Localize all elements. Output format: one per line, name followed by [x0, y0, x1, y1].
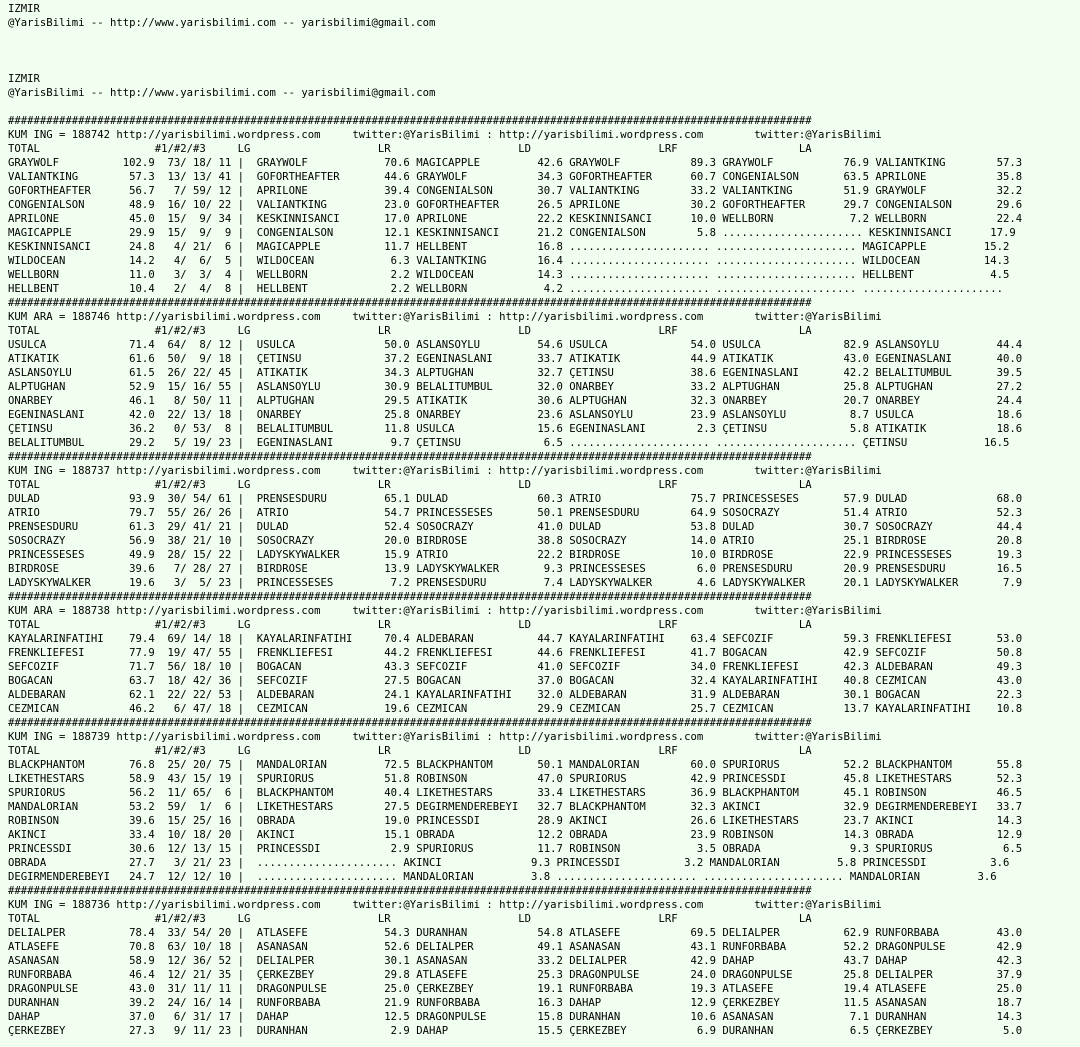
text-line: ÇETINSU 36.2 0/ 53/ 8 | BELALITUMBUL 11.8 USULCA 15.6 EGENINASLANI 2.3 ÇETINSU 5.8 ATIKATIK 18.6	[8, 423, 1023, 435]
text-line: DAHAP 37.0 6/ 31/ 17 | DAHAP 12.5 DRAGONPULSE 15.8 DURANHAN 10.6 ASANASAN 7.1 DURANHAN 14.3	[8, 1011, 1023, 1023]
text-line: BELALITUMBUL 29.2 5/ 19/ 23 | EGENINASLANI 9.7 ÇETINSU 6.5 ...................... ...................... ÇETINSU 16.5	[8, 437, 1010, 449]
text-line: ROBINSON 39.6 15/ 25/ 16 | OBRADA 19.0 PRINCESSDI 28.9 AKINCI 26.6 LIKETHESTARS 23.7 AKINCI 14.3	[8, 815, 1023, 827]
text-line: PRINCESSDI 30.6 12/ 13/ 15 | PRINCESSDI 2.9 SPURIORUS 11.7 ROBINSON 3.5 OBRADA 9.3 SPURIORUS 6.5	[8, 843, 1023, 855]
text-line: HELLBENT 10.4 2/ 4/ 8 | HELLBENT 2.2 WELLBORN 4.2 ...................... ...................... ......................	[8, 283, 1003, 295]
text-line: AKINCI 33.4 10/ 18/ 20 | AKINCI 15.1 OBRADA 12.2 OBRADA 23.9 ROBINSON 14.3 OBRADA 12.9	[8, 829, 1023, 841]
text-line: KUM ING = 188739 http://yarisbilimi.wordpress.com twitter:@YarisBilimi : http://yarisbilimi.wordpress.com twitter:@YarisBilimi	[8, 731, 882, 743]
text-line: IZMIR	[8, 3, 40, 15]
text-line: ATRIO 79.7 55/ 26/ 26 | ATRIO 54.7 PRINCESSESES 50.1 PRENSESDURU 64.9 SOSOCRAZY 51.4 ATRIO 52.3	[8, 507, 1023, 519]
text-line: BOGACAN 63.7 18/ 42/ 36 | SEFCOZIF 27.5 BOGACAN 37.0 BOGACAN 32.4 KAYALARINFATIHI 40.8 CEZMICAN 43.0	[8, 675, 1023, 687]
text-line: TOTAL #1/#2/#3 LG LR LD LRF LA	[8, 745, 812, 757]
separator-line: ##############################################################################################################################	[8, 885, 812, 897]
text-line: TOTAL #1/#2/#3 LG LR LD LRF LA	[8, 619, 812, 631]
text-line: DELIALPER 78.4 33/ 54/ 20 | ATLASEFE 54.3 DURANHAN 54.8 ATLASEFE 69.5 DELIALPER 62.9 RUNFORBABA 43.0	[8, 927, 1023, 939]
text-line	[8, 58, 1080, 72]
text-line: ÇERKEZBEY 27.3 9/ 11/ 23 | DURANHAN 2.9 DAHAP 15.5 ÇERKEZBEY 6.9 DURANHAN 6.5 ÇERKEZBEY 5.0	[8, 1025, 1023, 1037]
text-line: DEGIRMENDEREBEYI 24.7 12/ 12/ 10 | ...................... MANDALORIAN 3.8 ...................... ...................... MANDALORIAN 3.6	[8, 871, 997, 883]
text-line: ASLANSOYLU 61.5 26/ 22/ 45 | ATIKATIK 34.3 ALPTUGHAN 32.7 ÇETINSU 38.6 EGENINASLANI 42.2 BELALITUMBUL 39.5	[8, 367, 1023, 379]
text-line: ONARBEY 46.1 8/ 50/ 11 | ALPTUGHAN 29.5 ATIKATIK 30.6 ALPTUGHAN 32.3 ONARBEY 20.7 ONARBEY 24.4	[8, 395, 1023, 407]
text-line: IZMIR	[8, 73, 40, 85]
text-line: DRAGONPULSE 43.0 31/ 11/ 11 | DRAGONPULSE 25.0 ÇERKEZBEY 19.1 RUNFORBABA 19.3 ATLASEFE 19.4 ATLASEFE 25.0	[8, 983, 1023, 995]
separator-line: ##############################################################################################################################	[8, 591, 812, 603]
separator-line: ##############################################################################################################################	[8, 717, 812, 729]
text-line: EGENINASLANI 42.0 22/ 13/ 18 | ONARBEY 25.8 ONARBEY 23.6 ASLANSOYLU 23.9 ASLANSOYLU 8.7 USULCA 18.6	[8, 409, 1023, 421]
text-line: ATLASEFE 70.8 63/ 10/ 18 | ASANASAN 52.6 DELIALPER 49.1 ASANASAN 43.1 RUNFORBABA 52.2 DRAGONPULSE 42.9	[8, 941, 1023, 953]
text-line: LADYSKYWALKER 19.6 3/ 5/ 23 | PRINCESSESES 7.2 PRENSESDURU 7.4 LADYSKYWALKER 4.6 LADYSKYWALKER 20.1 LADYSKYWALKER 7.9	[8, 577, 1023, 589]
text-line: ATIKATIK 61.6 50/ 9/ 18 | ÇETINSU 37.2 EGENINASLANI 33.7 ATIKATIK 44.9 ATIKATIK 43.0 EGENINASLANI 40.0	[8, 353, 1023, 365]
text-line: USULCA 71.4 64/ 8/ 12 | USULCA 50.0 ASLANSOYLU 54.6 USULCA 54.0 USULCA 82.9 ASLANSOYLU 44.4	[8, 339, 1023, 351]
text-line: KAYALARINFATIHI 79.4 69/ 14/ 18 | KAYALARINFATIHI 70.4 ALDEBARAN 44.7 KAYALARINFATIHI 63.4 SEFCOZIF 59.3 FRENKLIEFESI 53.0	[8, 633, 1023, 645]
text-line: KESKINNISANCI 24.8 4/ 21/ 6 | MAGICAPPLE 11.7 HELLBENT 16.8 ...................... ...................... MAGICAPPLE 15.2	[8, 241, 1010, 253]
text-line: DURANHAN 39.2 24/ 16/ 14 | RUNFORBABA 21.9 RUNFORBABA 16.3 DAHAP 12.9 ÇERKEZBEY 11.5 ASANASAN 18.7	[8, 997, 1023, 1009]
text-line: FRENKLIEFESI 77.9 19/ 47/ 55 | FRENKLIEFESI 44.2 FRENKLIEFESI 44.6 FRENKLIEFESI 41.7 BOGACAN 42.9 SEFCOZIF 50.8	[8, 647, 1023, 659]
text-line: CEZMICAN 46.2 6/ 47/ 18 | CEZMICAN 19.6 CEZMICAN 29.9 CEZMICAN 25.7 CEZMICAN 13.7 KAYALARINFATIHI 10.8	[8, 703, 1023, 715]
text-line: GRAYWOLF 102.9 73/ 18/ 11 | GRAYWOLF 70.6 MAGICAPPLE 42.6 GRAYWOLF 89.3 GRAYWOLF 76.9 VALIANTKING 57.3	[8, 157, 1023, 169]
text-line: KUM ING = 188737 http://yarisbilimi.wordpress.com twitter:@YarisBilimi : http://yarisbilimi.wordpress.com twitter:@YarisBilimi	[8, 465, 882, 477]
text-line: TOTAL #1/#2/#3 LG LR LD LRF LA	[8, 913, 812, 925]
text-line	[8, 100, 1080, 114]
text-line: SOSOCRAZY 56.9 38/ 21/ 10 | SOSOCRAZY 20.0 BIRDROSE 38.8 SOSOCRAZY 14.0 ATRIO 25.1 BIRDROSE 20.8	[8, 535, 1023, 547]
text-line: RUNFORBABA 46.4 12/ 21/ 35 | ÇERKEZBEY 29.8 ATLASEFE 25.3 DRAGONPULSE 24.0 DRAGONPULSE 25.8 DELIALPER 37.9	[8, 969, 1023, 981]
text-line: APRILONE 45.0 15/ 9/ 34 | KESKINNISANCI 17.0 APRILONE 22.2 KESKINNISANCI 10.0 WELLBORN 7.2 WELLBORN 22.4	[8, 213, 1023, 225]
text-line	[8, 44, 1080, 58]
text-line: BIRDROSE 39.6 7/ 28/ 27 | BIRDROSE 13.9 LADYSKYWALKER 9.3 PRINCESSESES 6.0 PRENSESDURU 20.9 PRENSESDURU 16.5	[8, 563, 1023, 575]
text-line: DULAD 93.9 30/ 54/ 61 | PRENSESDURU 65.1 DULAD 60.3 ATRIO 75.7 PRINCESSESES 57.9 DULAD 68.0	[8, 493, 1023, 505]
text-line: GOFORTHEAFTER 56.7 7/ 59/ 12 | APRILONE 39.4 CONGENIALSON 30.7 VALIANTKING 33.2 VALIANTKING 51.9 GRAYWOLF 32.2	[8, 185, 1023, 197]
text-line: TOTAL #1/#2/#3 LG LR LD LRF LA	[8, 479, 812, 491]
text-line: SEFCOZIF 71.7 56/ 18/ 10 | BOGACAN 43.3 SEFCOZIF 41.0 SEFCOZIF 34.0 FRENKLIEFESI 42.3 ALDEBARAN 49.3	[8, 661, 1023, 673]
text-line: TOTAL #1/#2/#3 LG LR LD LRF LA	[8, 325, 812, 337]
text-line: VALIANTKING 57.3 13/ 13/ 41 | GOFORTHEAFTER 44.6 GRAYWOLF 34.3 GOFORTHEAFTER 60.7 CONGENIALSON 63.5 APRILONE 35.8	[8, 171, 1023, 183]
text-line: WILDOCEAN 14.2 4/ 6/ 5 | WILDOCEAN 6.3 VALIANTKING 16.4 ...................... ...................... WILDOCEAN 14.3	[8, 255, 1010, 267]
separator-line: ##############################################################################################################################	[8, 115, 812, 127]
text-line: KUM ING = 188742 http://yarisbilimi.wordpress.com twitter:@YarisBilimi : http://yarisbilimi.wordpress.com twitter:@YarisBilimi	[8, 129, 882, 141]
separator-line: ##############################################################################################################################	[8, 297, 812, 309]
text-line: WELLBORN 11.0 3/ 3/ 4 | WELLBORN 2.2 WILDOCEAN 14.3 ...................... ...................... HELLBENT 4.5	[8, 269, 1010, 281]
text-line	[8, 30, 1080, 44]
separator-line: ##############################################################################################################################	[8, 451, 812, 463]
text-line: PRINCESSESES 49.9 28/ 15/ 22 | LADYSKYWALKER 15.9 ATRIO 22.2 BIRDROSE 10.0 BIRDROSE 22.9 PRINCESSESES 19.3	[8, 549, 1023, 561]
text-line: KUM ING = 188736 http://yarisbilimi.wordpress.com twitter:@YarisBilimi : http://yarisbilimi.wordpress.com twitter:@YarisBilimi	[8, 899, 882, 911]
text-line: @YarisBilimi -- http://www.yarisbilimi.com -- yarisbilimi@gmail.com	[8, 17, 436, 29]
text-line: ALPTUGHAN 52.9 15/ 16/ 55 | ASLANSOYLU 30.9 BELALITUMBUL 32.0 ONARBEY 33.2 ALPTUGHAN 25.8 ALPTUGHAN 27.2	[8, 381, 1023, 393]
text-line: MAGICAPPLE 29.9 15/ 9/ 9 | CONGENIALSON 12.1 KESKINNISANCI 21.2 CONGENIALSON 5.8 ...................... KESKINNISANCI 17.9	[8, 227, 1016, 239]
text-line: KUM ARA = 188738 http://yarisbilimi.wordpress.com twitter:@YarisBilimi : http://yarisbilimi.wordpress.com twitter:@YarisBilimi	[8, 605, 882, 617]
text-line: KUM ARA = 188746 http://yarisbilimi.wordpress.com twitter:@YarisBilimi : http://yarisbilimi.wordpress.com twitter:@YarisBilimi	[8, 311, 882, 323]
text-line: PRENSESDURU 61.3 29/ 41/ 21 | DULAD 52.4 SOSOCRAZY 41.0 DULAD 53.8 DULAD 30.7 SOSOCRAZY 44.4	[8, 521, 1023, 533]
text-line: ALDEBARAN 62.1 22/ 22/ 53 | ALDEBARAN 24.1 KAYALARINFATIHI 32.0 ALDEBARAN 31.9 ALDEBARAN 30.1 BOGACAN 22.3	[8, 689, 1023, 701]
text-line: TOTAL #1/#2/#3 LG LR LD LRF LA	[8, 143, 812, 155]
text-line: CONGENIALSON 48.9 16/ 10/ 22 | VALIANTKING 23.0 GOFORTHEAFTER 26.5 APRILONE 30.2 GOFORTHEAFTER 29.7 CONGENIALSON 29.6	[8, 199, 1023, 211]
text-line: BLACKPHANTOM 76.8 25/ 20/ 75 | MANDALORIAN 72.5 BLACKPHANTOM 50.1 MANDALORIAN 60.0 SPURIORUS 52.2 BLACKPHANTOM 55.8	[8, 759, 1023, 771]
text-line: OBRADA 27.7 3/ 21/ 23 | ...................... AKINCI 9.3 PRINCESSDI 3.2 MANDALORIAN 5.8 PRINCESSDI 3.6	[8, 857, 1010, 869]
text-line: @YarisBilimi -- http://www.yarisbilimi.com -- yarisbilimi@gmail.com	[8, 87, 436, 99]
text-line: MANDALORIAN 53.2 59/ 1/ 6 | LIKETHESTARS 27.5 DEGIRMENDEREBEYI 32.7 BLACKPHANTOM 32.3 AKINCI 32.9 DEGIRMENDEREBEYI 33.7	[8, 801, 1023, 813]
text-line: SPURIORUS 56.2 11/ 65/ 6 | BLACKPHANTOM 40.4 LIKETHESTARS 33.4 LIKETHESTARS 36.9 BLACKPHANTOM 45.1 ROBINSON 46.5	[8, 787, 1023, 799]
text-line: ASANASAN 58.9 12/ 36/ 52 | DELIALPER 30.1 ASANASAN 33.2 DELIALPER 42.9 DAHAP 43.7 DAHAP 42.3	[8, 955, 1023, 967]
text-line: LIKETHESTARS 58.9 43/ 15/ 19 | SPURIORUS 51.8 ROBINSON 47.0 SPURIORUS 42.9 PRINCESSDI 45.8 LIKETHESTARS 52.3	[8, 773, 1023, 785]
